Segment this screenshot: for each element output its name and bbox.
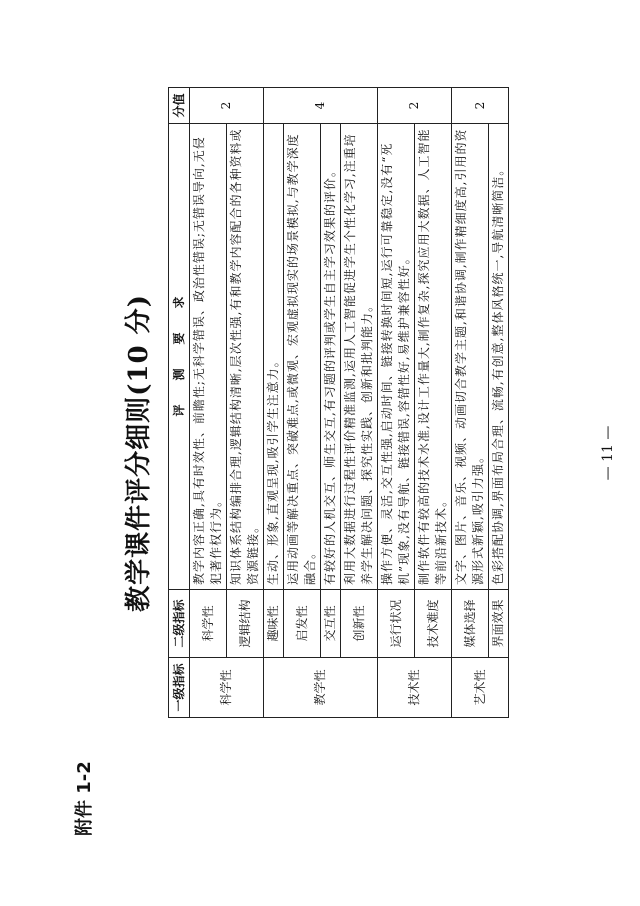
table-header-row	[169, 88, 190, 718]
score-cell: 2	[378, 88, 452, 124]
table-row	[489, 88, 509, 718]
header-level2: 二级指标	[169, 590, 190, 658]
score-cell: 2	[190, 88, 264, 124]
scoring-table	[168, 87, 509, 718]
table-row	[452, 88, 489, 718]
level1-cell: 技术性	[378, 658, 452, 718]
requirement-cell: 操作方便、灵活,交互性强,启动时间、链接转换时间短,运行可靠稳定,没有“死机”现象,没有导航、链接错误,容错性好,易维护兼容性好。	[378, 124, 415, 590]
requirement-cell: 知识体系结构编排合理,逻辑结构清晰,层次性强,有和教学内容配合的各种资料或资源链接。	[227, 124, 264, 590]
annex-label: 附件 1-2	[74, 761, 95, 836]
page-number: — 11 —	[600, 425, 616, 481]
level1-cell: 教学性	[264, 658, 378, 718]
requirement-cell: 利用大数据进行过程性评价精准监测,运用人工智能促进学生个性化学习,注重培养学生解决问题、探究性实践、创新和批判能力。	[341, 124, 378, 590]
requirement-cell: 运用动画等解决重点、突破难点,或微观、宏观虚拟现实的场景模拟,与教学深度融合。	[284, 124, 321, 590]
level2-cell: 界面效果	[489, 590, 509, 658]
level2-cell: 趣味性	[264, 590, 284, 658]
level2-cell: 逻辑结构	[227, 590, 264, 658]
requirement-cell: 文字、图片、音乐、视频、动画切合教学主题,和谐协调,制作精细度高,引用的资源形式新颖,吸引力强。	[452, 124, 489, 590]
level2-cell: 启发性	[284, 590, 321, 658]
level2-cell: 技术难度	[415, 590, 452, 658]
document-title: 教学课件评分细则(10 分)	[124, 294, 154, 612]
header-requirement: 评 测 要 求	[169, 124, 190, 590]
requirement-cell: 制作软件有较高的技术水准,设计工作量大,制作复杂,探究应用大数据、人工智能等前沿新技术。	[415, 124, 452, 590]
header-score: 分值	[169, 88, 190, 124]
level2-cell: 创新性	[341, 590, 378, 658]
table-row	[190, 88, 227, 718]
level2-cell: 媒体选择	[452, 590, 489, 658]
level2-cell: 科学性	[190, 590, 227, 658]
table-row	[415, 88, 452, 718]
table-row	[341, 88, 378, 718]
table-row	[284, 88, 321, 718]
level1-cell: 艺术性	[452, 658, 509, 718]
requirement-cell: 色彩搭配协调,界面布局合理、流畅,有创意,整体风格统一,导航清晰简洁。	[489, 124, 509, 590]
table-row	[264, 88, 284, 718]
requirement-cell: 生动、形象,直观呈现,吸引学生注意力。	[264, 124, 284, 590]
requirement-cell: 教学内容正确,具有时效性、前瞻性;无科学错误、政治性错误;无错误导向,无侵犯著作权行为。	[190, 124, 227, 590]
level1-cell: 科学性	[190, 658, 264, 718]
level2-cell: 运行状况	[378, 590, 415, 658]
level2-cell: 交互性	[321, 590, 341, 658]
score-cell: 2	[452, 88, 509, 124]
table-row	[378, 88, 415, 718]
requirement-cell: 有较好的人机交互、师生交互,有习题的评判或学生自主学习效果的评价。	[321, 124, 341, 590]
header-level1: 一级指标	[169, 658, 190, 718]
score-cell: 4	[264, 88, 378, 124]
table-row	[321, 88, 341, 718]
table-row	[227, 88, 264, 718]
